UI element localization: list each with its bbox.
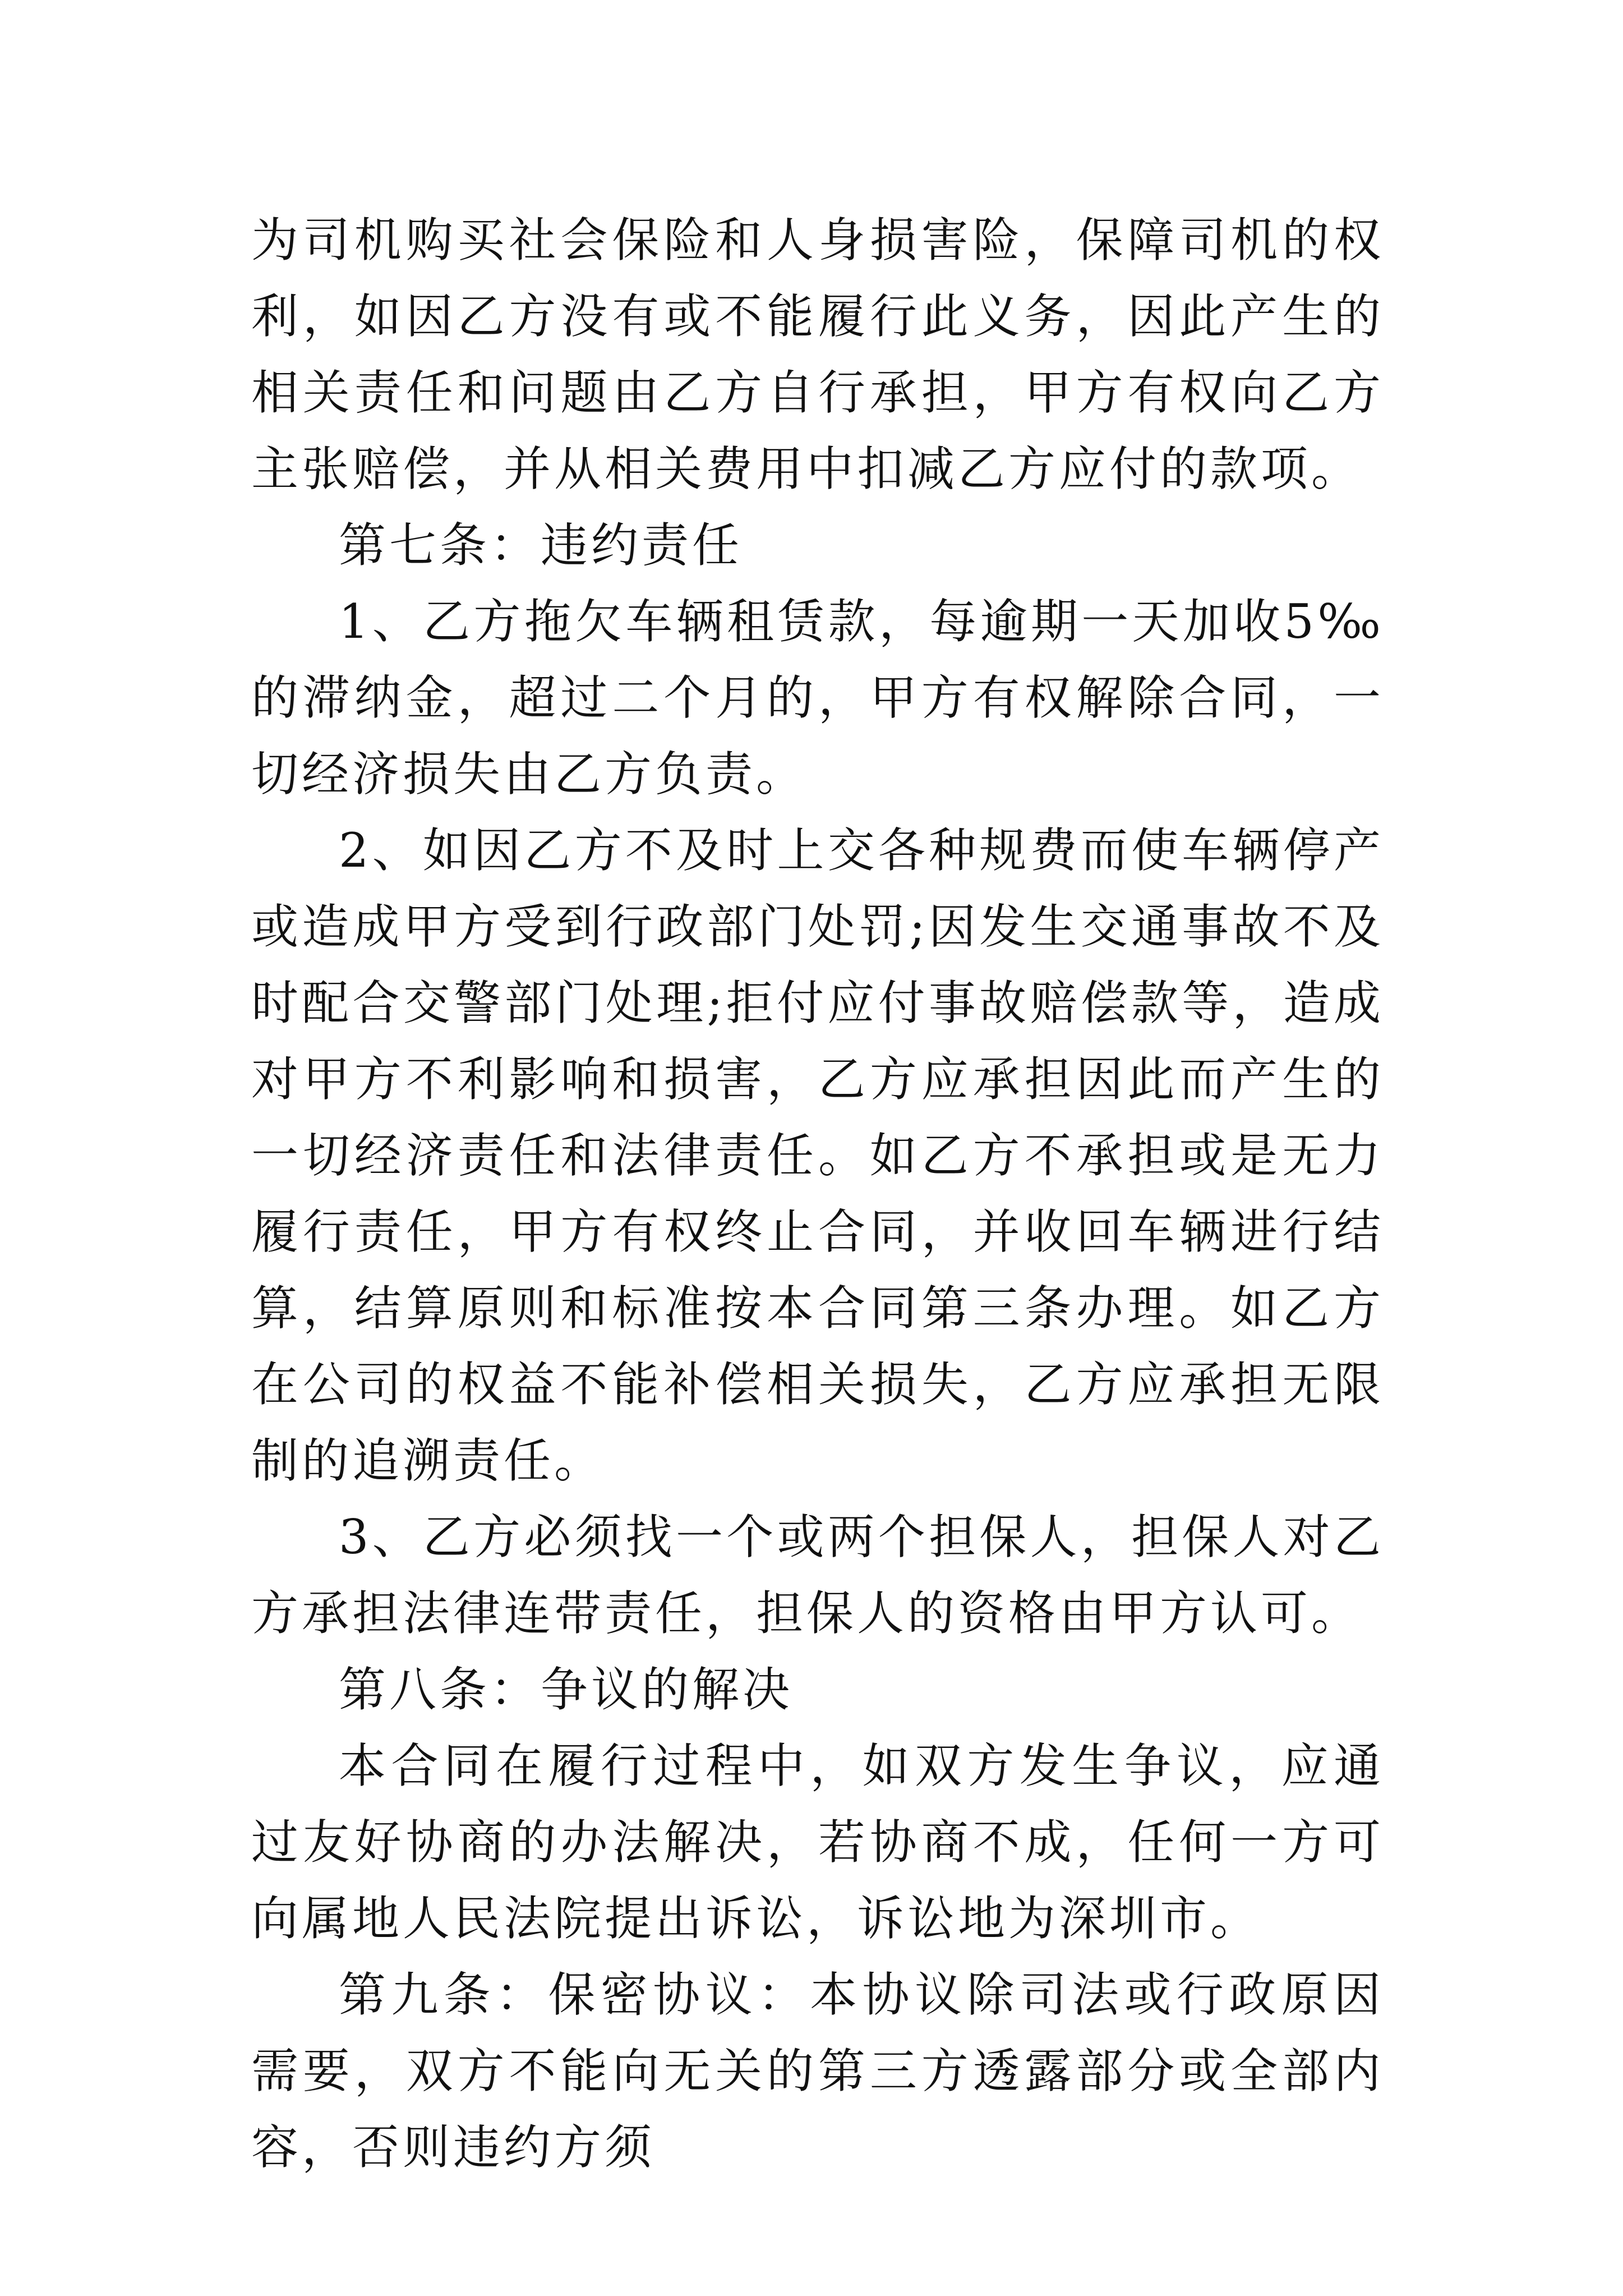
document-body	[251, 202, 1384, 2185]
paragraph-item-2: 2、如因乙方不及时上交各种规费而使车辆停产或造成甲方受到行政部门处罚;因发生交通事故不及时配合交警部门处理;拒付应付事故赔偿款等，造成对甲方不利影响和损害，乙方应承担因此而产生的一切经济责任和法律责任。如乙方不承担或是无力履行责任，甲方有权终止合同，并收回车辆进行结算，结算原则和标准按本合同第三条办理。如乙方在公司的权益不能补偿相关损失，乙方应承担无限制的追溯责任。	[251, 823, 1384, 1488]
paragraph-dispute-resolution: 本合同在履行过程中，如双方发生争议，应通过友好协商的办法解决，若协商不成，任何一方可向属地人民法院提出诉讼，诉讼地为深圳市。	[251, 1738, 1384, 1946]
paragraph-confidentiality: 第九条：保密协议：本协议除司法或行政原因需要，双方不能向无关的第三方透露部分或全部内容，否则违约方须	[251, 1967, 1384, 2175]
paragraph-item-1: 1、乙方拖欠车辆租赁款，每逾期一天加收5‰的滞纳金，超过二个月的，甲方有权解除合同，一切经济损失由乙方负责。	[251, 594, 1384, 802]
section-heading-article-7: 第七条：违约责任	[339, 518, 743, 573]
section-heading-article-8: 第八条：争议的解决	[339, 1662, 794, 1717]
paragraph-item-3: 3、乙方必须找一个或两个担保人，担保人对乙方承担法律连带责任，担保人的资格由甲方认可。	[251, 1510, 1384, 1641]
paragraph-continuation: 为司机购买社会保险和人身损害险，保障司机的权利，如因乙方没有或不能履行此义务，因此产生的相关责任和问题由乙方自行承担，甲方有权向乙方主张赔偿，并从相关费用中扣减乙方应付的款项。	[251, 213, 1384, 496]
